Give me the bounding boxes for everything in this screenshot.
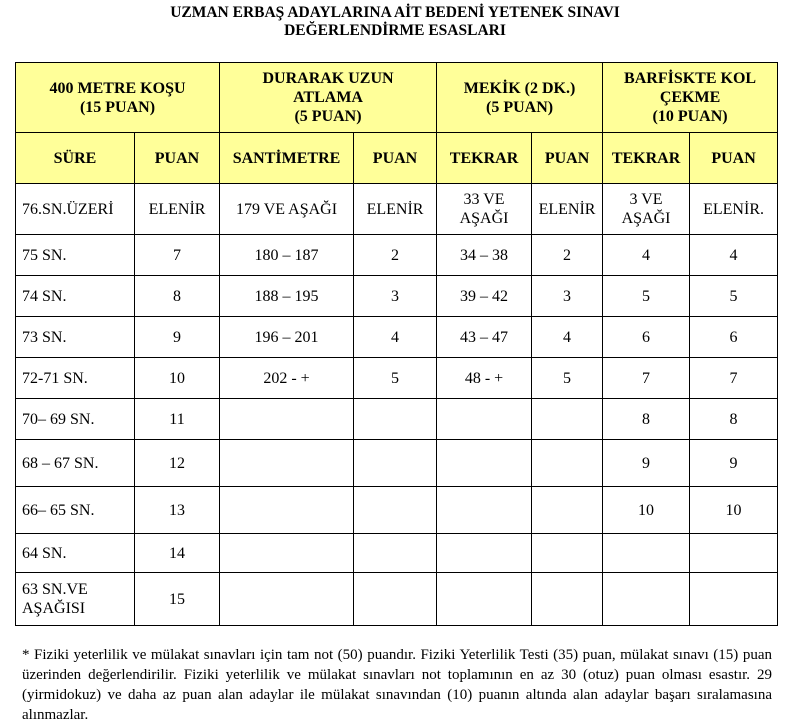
table-cell: [532, 399, 603, 440]
table-row: [16, 440, 778, 487]
table-cell: 76.SN.ÜZERİ: [16, 184, 135, 235]
group-header-pullups: BARFİSKTE KOL ÇEKME (10 PUAN): [603, 63, 778, 133]
table-cell: 72-71 SN.: [16, 358, 135, 399]
group-header-row: [16, 63, 778, 133]
table-cell: [354, 534, 437, 573]
column-header: PUAN: [532, 133, 603, 184]
table-cell: 9: [603, 440, 690, 487]
table-cell: [532, 534, 603, 573]
table-cell: 63 SN.VE AŞAĞISI: [16, 573, 135, 626]
footnote: * Fiziki yeterlilik ve mülakat sınavları için tam not (50) puandır. Fiziki Yeterlilik Testi (35) puan, mülakat sınavı (15) puan üzerinden değerlendirilir. Fiziki yeterlilik ve mülakat sınavları not toplamının en az 30 (otuz) puan olması esastır. 29 (yirmidokuz) ve daha az puan alan adaylar ile mülakat sınavından (10) puanın altında alan adaylar başarı sıralamasına alınmazlar.: [22, 647, 772, 723]
table-cell: [437, 487, 532, 534]
column-header-row: [16, 133, 778, 184]
table-cell: [690, 573, 778, 626]
table-cell: [437, 573, 532, 626]
table-cell: 7: [690, 358, 778, 399]
table-cell: 3 VE AŞAĞI: [603, 184, 690, 235]
table-cell: 8: [135, 276, 220, 317]
table-row: [16, 358, 778, 399]
table-row: [16, 534, 778, 573]
document-title: [0, 4, 790, 40]
table-cell: [354, 440, 437, 487]
table-cell: 66– 65 SN.: [16, 487, 135, 534]
group-header-run: 400 METRE KOŞU (15 PUAN): [16, 63, 220, 133]
table-cell: 188 – 195: [220, 276, 354, 317]
table-cell: ELENİR: [532, 184, 603, 235]
table-cell: 8: [690, 399, 778, 440]
table-row: [16, 235, 778, 276]
table-cell: 34 – 38: [437, 235, 532, 276]
table-row: [16, 573, 778, 626]
table-cell: [220, 487, 354, 534]
table-cell: 68 – 67 SN.: [16, 440, 135, 487]
table-cell: 14: [135, 534, 220, 573]
table-cell: 13: [135, 487, 220, 534]
table-cell: 73 SN.: [16, 317, 135, 358]
table-cell: 9: [135, 317, 220, 358]
table-cell: ELENİR.: [690, 184, 778, 235]
column-header: TEKRAR: [603, 133, 690, 184]
table-cell: 12: [135, 440, 220, 487]
table-cell: 9: [690, 440, 778, 487]
table-row: [16, 184, 778, 235]
table-cell: 43 – 47: [437, 317, 532, 358]
column-header: SANTİMETRE: [220, 133, 354, 184]
table-cell: [437, 440, 532, 487]
table-cell: 4: [690, 235, 778, 276]
scoring-table: [15, 62, 778, 626]
table-cell: 6: [690, 317, 778, 358]
table-cell: 6: [603, 317, 690, 358]
table-cell: 7: [135, 235, 220, 276]
table-cell: [354, 399, 437, 440]
table-row: [16, 487, 778, 534]
table-row: [16, 399, 778, 440]
table-cell: 3: [532, 276, 603, 317]
table-cell: 202 - +: [220, 358, 354, 399]
table-cell: ELENİR: [135, 184, 220, 235]
table-cell: 10: [603, 487, 690, 534]
table-cell: [532, 487, 603, 534]
table-cell: ELENİR: [354, 184, 437, 235]
table-cell: 196 – 201: [220, 317, 354, 358]
table-cell: [603, 534, 690, 573]
table-cell: 33 VE AŞAĞI: [437, 184, 532, 235]
table-cell: [603, 573, 690, 626]
table-cell: 2: [354, 235, 437, 276]
column-header: PUAN: [354, 133, 437, 184]
table-cell: 74 SN.: [16, 276, 135, 317]
table-cell: 5: [690, 276, 778, 317]
table-cell: 2: [532, 235, 603, 276]
column-header: PUAN: [135, 133, 220, 184]
table-cell: [354, 487, 437, 534]
table-cell: [532, 440, 603, 487]
table-cell: 179 VE AŞAĞI: [220, 184, 354, 235]
table-cell: [690, 534, 778, 573]
table-cell: 39 – 42: [437, 276, 532, 317]
table-cell: [220, 573, 354, 626]
table-cell: 75 SN.: [16, 235, 135, 276]
table-cell: 70– 69 SN.: [16, 399, 135, 440]
table-cell: [437, 534, 532, 573]
table-cell: [354, 573, 437, 626]
table-cell: 7: [603, 358, 690, 399]
table-cell: 10: [135, 358, 220, 399]
table-cell: 15: [135, 573, 220, 626]
title-line-1: UZMAN ERBAŞ ADAYLARINA AİT BEDENİ YETENEK SINAVI: [170, 4, 620, 21]
table-cell: 64 SN.: [16, 534, 135, 573]
table-cell: 11: [135, 399, 220, 440]
table-cell: [532, 573, 603, 626]
table-cell: [220, 534, 354, 573]
table-cell: 5: [603, 276, 690, 317]
table-cell: [220, 399, 354, 440]
group-header-long-jump: DURARAK UZUN ATLAMA (5 PUAN): [220, 63, 437, 133]
table-cell: [220, 440, 354, 487]
table-cell: 5: [532, 358, 603, 399]
column-header: TEKRAR: [437, 133, 532, 184]
column-header: PUAN: [690, 133, 778, 184]
table-cell: 5: [354, 358, 437, 399]
title-line-2: DEĞERLENDİRME ESASLARI: [284, 22, 506, 39]
table-cell: 4: [532, 317, 603, 358]
table-cell: 10: [690, 487, 778, 534]
table-row: [16, 276, 778, 317]
table-cell: 180 – 187: [220, 235, 354, 276]
table-cell: 48 - +: [437, 358, 532, 399]
group-header-situps: MEKİK (2 DK.) (5 PUAN): [437, 63, 603, 133]
table-cell: 3: [354, 276, 437, 317]
column-header: SÜRE: [16, 133, 135, 184]
table-cell: 4: [603, 235, 690, 276]
table-cell: [437, 399, 532, 440]
table-cell: 8: [603, 399, 690, 440]
table-row: [16, 317, 778, 358]
table-cell: 4: [354, 317, 437, 358]
